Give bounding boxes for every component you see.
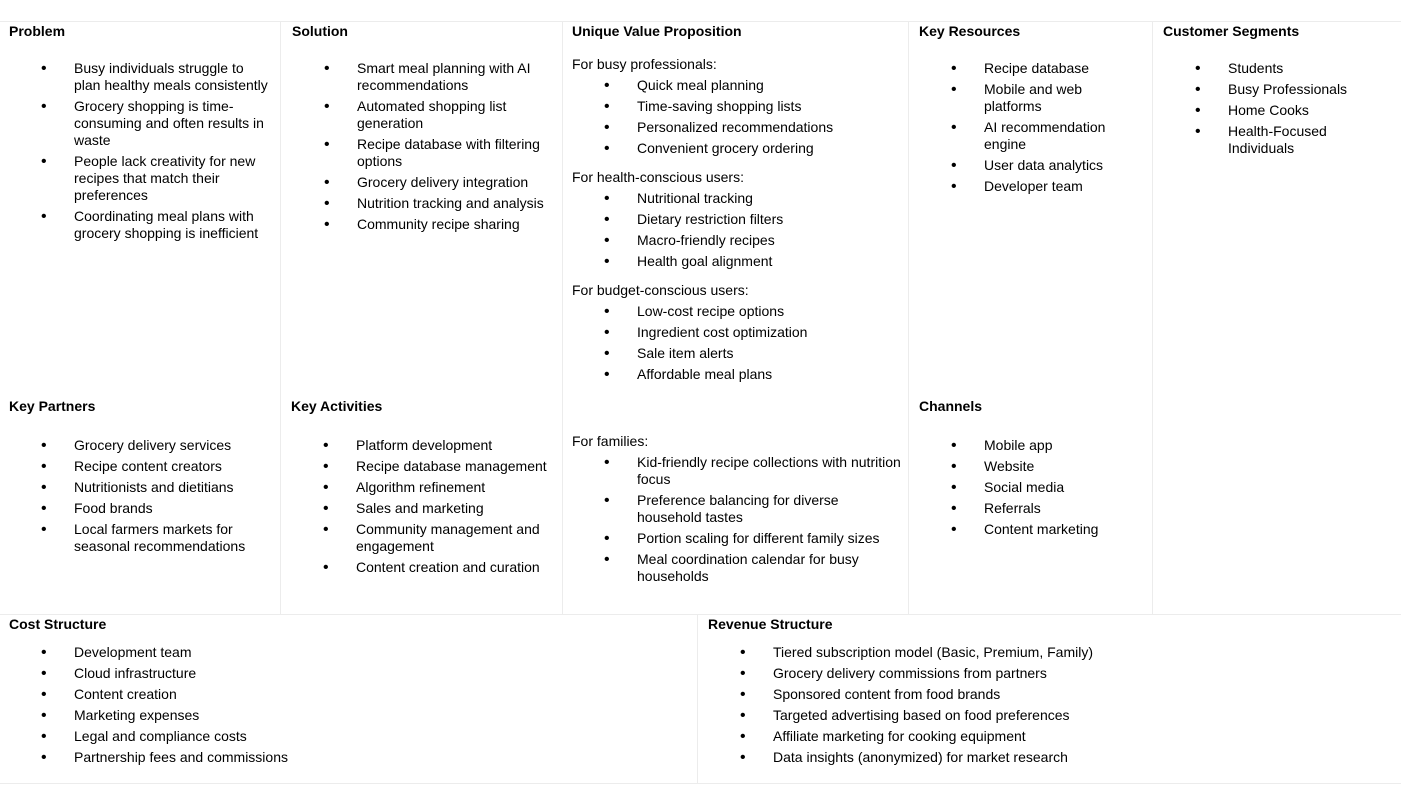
key-partners-title: Key Partners: [9, 398, 96, 414]
uvp-group-professionals: [572, 56, 908, 157]
key-resources-title: Key Resources: [919, 23, 1021, 39]
list-item: • Dietary restriction filters: [572, 211, 908, 228]
solution-section: [283, 22, 562, 237]
key-activities-list: [291, 437, 562, 576]
list-item: • Busy Professionals: [1163, 81, 1361, 98]
list-item: • Affordable meal plans: [572, 366, 908, 383]
list-item: • User data analytics: [919, 157, 1132, 174]
list-item: • Mobile and web platforms: [919, 81, 1132, 115]
list-item: • Social media: [919, 479, 1132, 496]
key-partners-list: [9, 437, 280, 555]
key-resources-section: [910, 22, 1152, 199]
grid-divider-1: [280, 21, 281, 614]
grid-line-bottom: [0, 783, 1401, 784]
list-item: • Nutritionists and dietitians: [9, 479, 272, 496]
list-item: • Content marketing: [919, 521, 1132, 538]
problem-list: [9, 60, 280, 242]
problem-section: [0, 22, 280, 246]
list-item: • Recipe content creators: [9, 458, 272, 475]
list-item: • Sponsored content from food brands: [708, 686, 1401, 703]
list-item: • Development team: [9, 644, 697, 661]
list-item: • Cloud infrastructure: [9, 665, 697, 682]
list-item: • Macro-friendly recipes: [572, 232, 908, 249]
list-item: • Food brands: [9, 500, 272, 517]
list-item: • Local farmers markets for seasonal recommendations: [9, 521, 272, 555]
list-item: • AI recommendation engine: [919, 119, 1132, 153]
cost-structure-list: [9, 644, 697, 766]
uvp-group-budget: [572, 282, 908, 383]
list-item: • Smart meal planning with AI recommendations: [292, 60, 554, 94]
list-item: • Grocery delivery services: [9, 437, 272, 454]
list-item: • Platform development: [291, 437, 554, 454]
list-item: • Affiliate marketing for cooking equipment: [708, 728, 1401, 745]
grid-divider-3: [908, 21, 909, 614]
list-item: • Legal and compliance costs: [9, 728, 697, 745]
list-item: • Students: [1163, 60, 1361, 77]
revenue-structure-title: Revenue Structure: [708, 616, 833, 632]
list-item: • Grocery delivery commissions from partners: [708, 665, 1401, 682]
list-item: • Time-saving shopping lists: [572, 98, 908, 115]
channels-list: [919, 437, 1152, 538]
list-item: • Targeted advertising based on food preferences: [708, 707, 1401, 724]
list-item: • People lack creativity for new recipes that match their preferences: [9, 153, 272, 204]
list-item: • Convenient grocery ordering: [572, 140, 908, 157]
list-item: • Marketing expenses: [9, 707, 697, 724]
grid-divider-5: [697, 614, 698, 783]
revenue-structure-section: [699, 615, 1401, 770]
revenue-structure-list: [708, 644, 1401, 766]
list-item: • Grocery shopping is time-consuming and often results in waste: [9, 98, 272, 149]
problem-title: Problem: [9, 23, 66, 39]
list-item: • Developer team: [919, 178, 1132, 195]
list-item: • Recipe database: [919, 60, 1132, 77]
cost-structure-title: Cost Structure: [9, 616, 107, 632]
uvp-section: [563, 22, 908, 584]
list-item: • Tiered subscription model (Basic, Premium, Family): [708, 644, 1401, 661]
list-item: • Website: [919, 458, 1132, 475]
solution-title: Solution: [292, 23, 348, 39]
customer-segments-section: [1154, 22, 1401, 161]
group-label: For budget-conscious users:: [572, 282, 749, 298]
list-item: • Personalized recommendations: [572, 119, 908, 136]
list-item: • Sale item alerts: [572, 345, 908, 362]
list-item: • Recipe database with filtering options: [292, 136, 554, 170]
list-item: • Mobile app: [919, 437, 1132, 454]
list-item: • Low-cost recipe options: [572, 303, 908, 320]
customer-segments-title: Customer Segments: [1163, 23, 1300, 39]
list-item: • Data insights (anonymized) for market research: [708, 749, 1401, 766]
group-label: For health-conscious users:: [572, 169, 744, 185]
list-item: • Algorithm refinement: [291, 479, 554, 496]
list-item: • Partnership fees and commissions: [9, 749, 697, 766]
list-item: • Preference balancing for diverse household tastes: [572, 492, 902, 526]
list-item: • Quick meal planning: [572, 77, 908, 94]
list-item: • Referrals: [919, 500, 1132, 517]
list-item: • Ingredient cost optimization: [572, 324, 908, 341]
group-label: For families:: [572, 433, 649, 449]
group-label: For busy professionals:: [572, 56, 717, 72]
list-item: • Portion scaling for different family sizes: [572, 530, 902, 547]
list-item: • Sales and marketing: [291, 500, 554, 517]
key-resources-list: [919, 60, 1152, 195]
list-item: • Home Cooks: [1163, 102, 1361, 119]
list-item: • Community recipe sharing: [292, 216, 554, 233]
list-item: • Coordinating meal plans with grocery shopping is inefficient: [9, 208, 272, 242]
uvp-group-families: [572, 433, 902, 589]
channels-section: [910, 397, 1152, 542]
list-item: • Grocery delivery integration: [292, 174, 554, 191]
grid-divider-4: [1152, 21, 1153, 614]
list-item: • Nutrition tracking and analysis: [292, 195, 554, 212]
list-item: • Content creation: [9, 686, 697, 703]
solution-list: [292, 60, 562, 233]
list-item: • Meal coordination calendar for busy households: [572, 551, 902, 585]
cost-structure-section: [0, 615, 697, 770]
customer-segments-list: [1163, 60, 1401, 157]
list-item: • Community management and engagement: [291, 521, 554, 555]
channels-title: Channels: [919, 398, 983, 414]
list-item: • Health-Focused Individuals: [1163, 123, 1361, 157]
list-item: • Nutritional tracking: [572, 190, 908, 207]
key-partners-section: [0, 397, 280, 559]
list-item: • Recipe database management: [291, 458, 554, 475]
list-item: • Automated shopping list generation: [292, 98, 554, 132]
key-activities-section: [282, 397, 562, 580]
list-item: • Health goal alignment: [572, 253, 908, 270]
list-item: • Kid-friendly recipe collections with nutrition focus: [572, 454, 902, 488]
list-item: • Content creation and curation: [291, 559, 554, 576]
uvp-group-health: [572, 169, 908, 270]
key-activities-title: Key Activities: [291, 398, 383, 414]
uvp-title: Unique Value Proposition: [572, 23, 742, 39]
list-item: • Busy individuals struggle to plan healthy meals consistently: [9, 60, 272, 94]
